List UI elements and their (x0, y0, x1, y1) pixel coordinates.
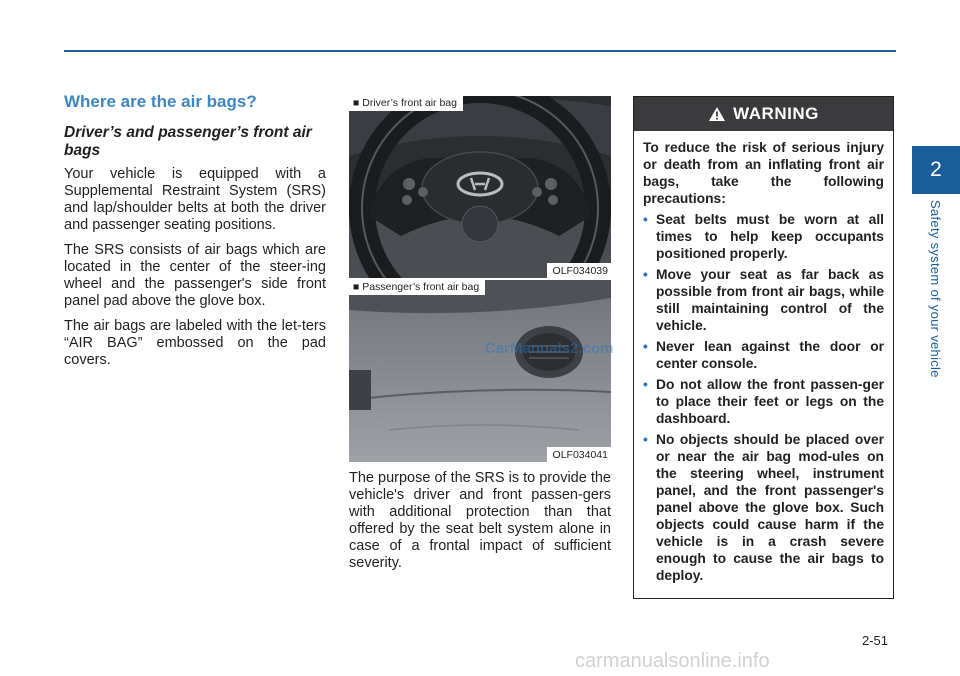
bullet-icon: • (643, 432, 648, 447)
page-number: 2-51 (862, 633, 889, 648)
figure-caption: ■ Passenger’s front air bag (349, 280, 485, 295)
bullet-icon: • (643, 377, 648, 392)
warning-item: • Seat belts must be worn at all times to help keep occupants positioned properly. (643, 212, 884, 261)
dashboard-illustration (349, 280, 614, 462)
driver-airbag-figure (349, 96, 611, 278)
steering-wheel-illustration (349, 96, 611, 278)
bullet-icon: • (643, 212, 648, 227)
left-column (64, 92, 326, 377)
warning-item: • Do not allow the front passen-ger to place their feet or legs on the dashboard. (643, 377, 884, 426)
footer-watermark: carmanualsonline.info (575, 650, 770, 672)
figure-code: OLF034041 (547, 447, 611, 462)
chapter-tab: 2 (912, 146, 960, 194)
bullet-icon: • (643, 267, 648, 282)
paragraph-1: Your vehicle is equipped with a Supplemental Restraint System (SRS) and lap/shoulder belts at both the driver and passenger seating positions. (64, 166, 326, 233)
warning-item: • Move your seat as far back as possible from front air bags, while still maintaining control of the vehicle. (643, 267, 884, 333)
section-subtitle: Driver’s and passenger’s front air bags (64, 124, 312, 159)
warning-list (643, 211, 884, 584)
warning-body (634, 131, 893, 584)
bullet-icon: • (643, 339, 648, 354)
top-rule (64, 50, 896, 52)
middle-column (349, 96, 614, 580)
passenger-airbag-figure (349, 280, 614, 462)
warning-heading: WARNING (733, 104, 819, 123)
warning-intro: To reduce the risk of serious injury or death from an inflating front air bags, take the following precautions: (643, 140, 884, 206)
srs-purpose-paragraph: The purpose of the SRS is to provide the vehicle's driver and front passen-gers with additional protection than that offered by the seat belt system alone in case of a frontal impact of sufficient severity. (349, 470, 611, 571)
warning-item: • Never lean against the door or center console. (643, 339, 884, 371)
warning-header (634, 97, 893, 131)
chapter-title: Safety system of your vehicle (928, 200, 943, 378)
figure-code: OLF034039 (547, 263, 611, 278)
paragraph-2: The SRS consists of air bags which are located in the center of the steer-ing wheel and the passenger's side front panel pad above the glove box. (64, 242, 326, 309)
warning-box (633, 96, 894, 599)
warning-item: • No objects should be placed over or near the air bag mod-ules on the steering wheel, instrument panel, and the front passenger's panel above the glove box. Such objects could cause harm if the vehicle is in a crash severe enough to cause the air bags to deploy. (643, 432, 884, 583)
figure-caption: ■ Driver’s front air bag (349, 96, 463, 111)
paragraph-3: The air bags are labeled with the let-ters “AIR BAG” embossed on the pad covers. (64, 318, 326, 368)
section-title: Where are the air bags? (64, 92, 257, 111)
warning-triangle-icon (708, 106, 726, 122)
watermark: CarManuals2.com (485, 340, 614, 357)
